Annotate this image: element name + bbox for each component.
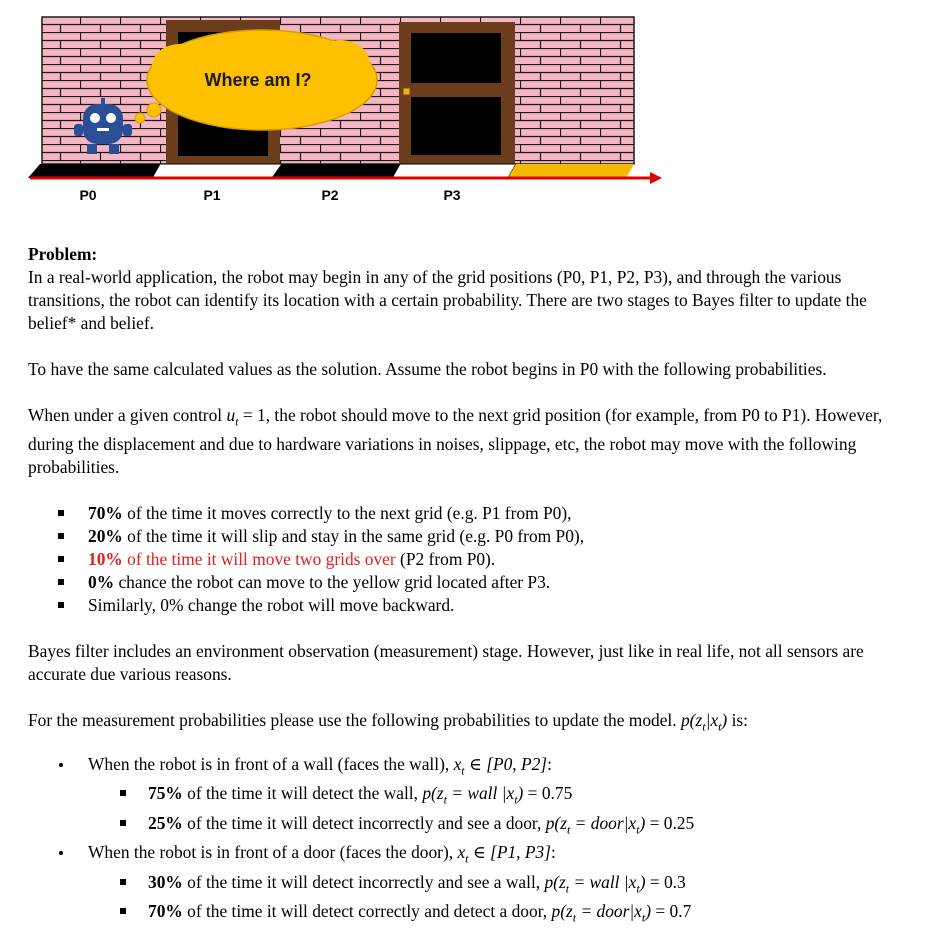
door-p3 <box>399 22 515 164</box>
list-item: 25% of the time it will detect incorrectly and see a door, $p(z_t$ = $door|x_t) = 0.25$ <box>28 812 913 841</box>
list-item-wall: When the robot is in front of a wall (faces the wall), $x_t$ ∈ [P0, P2]: 75% of the time it will detect the wall, $p(z_t$ = wall $|x_t) = 0.75$ 25% of the time it will detect incorrectly and see a door, $p(z_t$ = $door|x_t) = 0.25$ <box>28 753 913 841</box>
yellow-grid <box>508 164 634 178</box>
position-label-p3: P3 <box>443 187 461 203</box>
problem-paragraph-5: For the measurement probabilities please use the following probabilities to update the model. $p(z_t|x_t)$ is: <box>28 710 748 734</box>
problem-paragraph-4: Bayes filter includes an environment observation (measurement) stage. However, just like in real life, not all sensors are accurate due various reasons. <box>28 641 864 685</box>
floor-grid <box>28 164 634 178</box>
problem-paragraph-2: To have the same calculated values as the solution. Assume the robot begins in P0 with the following probabilities. <box>28 359 827 379</box>
position-label-p2: P2 <box>321 187 339 203</box>
list-item: 75% of the time it will detect the wall, $p(z_t$ = wall $|x_t) = 0.75$ <box>28 782 913 811</box>
list-item-door: When the robot is in front of a door (faces the door), $x_t$ ∈ [P1, P3]: 30% of the time it will detect incorrectly and see a wall, $p(z_t$ = wall $|x_t) = 0.3$ 70% of the time it will detect correctly and detect a door, $p(z_t$ = $door|x_t) = 0.7$ <box>28 841 913 929</box>
list-item: 10% of the time it will move two grids over (P2 from P0). <box>28 548 913 571</box>
problem-heading: Problem: <box>28 244 98 264</box>
problem-paragraph-3: When under a given control $u_t = 1$, the robot should move to the next grid position (for example, from P0 to P1). However, during the displacement and due to hardware variations in noises, slippage, etc, the robot may move with the following probabilities. <box>28 405 883 478</box>
motion-probability-list <box>28 502 913 617</box>
problem-text <box>28 243 913 930</box>
problem-paragraph-1: In a real-world application, the robot may begin in any of the grid positions (P0, P1, P2, P3), and through the various transitions, the robot can identify its location with a certain probability. There are two stages to Bayes filter to update the belief* and belief. <box>28 267 867 333</box>
measurement-list <box>28 753 913 930</box>
list-item: 30% of the time it will detect incorrectly and see a wall, $p(z_t$ = wall $|x_t) = 0.3$ <box>28 871 913 900</box>
position-label-p1: P1 <box>203 187 221 203</box>
robot-scene-illustration <box>0 0 938 215</box>
list-item: 20% of the time it will slip and stay in the same grid (e.g. P0 from P0), <box>28 525 913 548</box>
position-label-p0: P0 <box>79 187 97 203</box>
list-item: 70% of the time it moves correctly to the next grid (e.g. P1 from P0), <box>28 502 913 525</box>
list-item: Similarly, 0% change the robot will move backward. <box>28 594 913 617</box>
bubble-text: Where am I? <box>204 70 312 90</box>
list-item: 70% of the time it will detect correctly and detect a door, $p(z_t$ = $door|x_t) = 0.7$ <box>28 900 913 929</box>
list-item: 0% chance the robot can move to the yellow grid located after P3. <box>28 571 913 594</box>
